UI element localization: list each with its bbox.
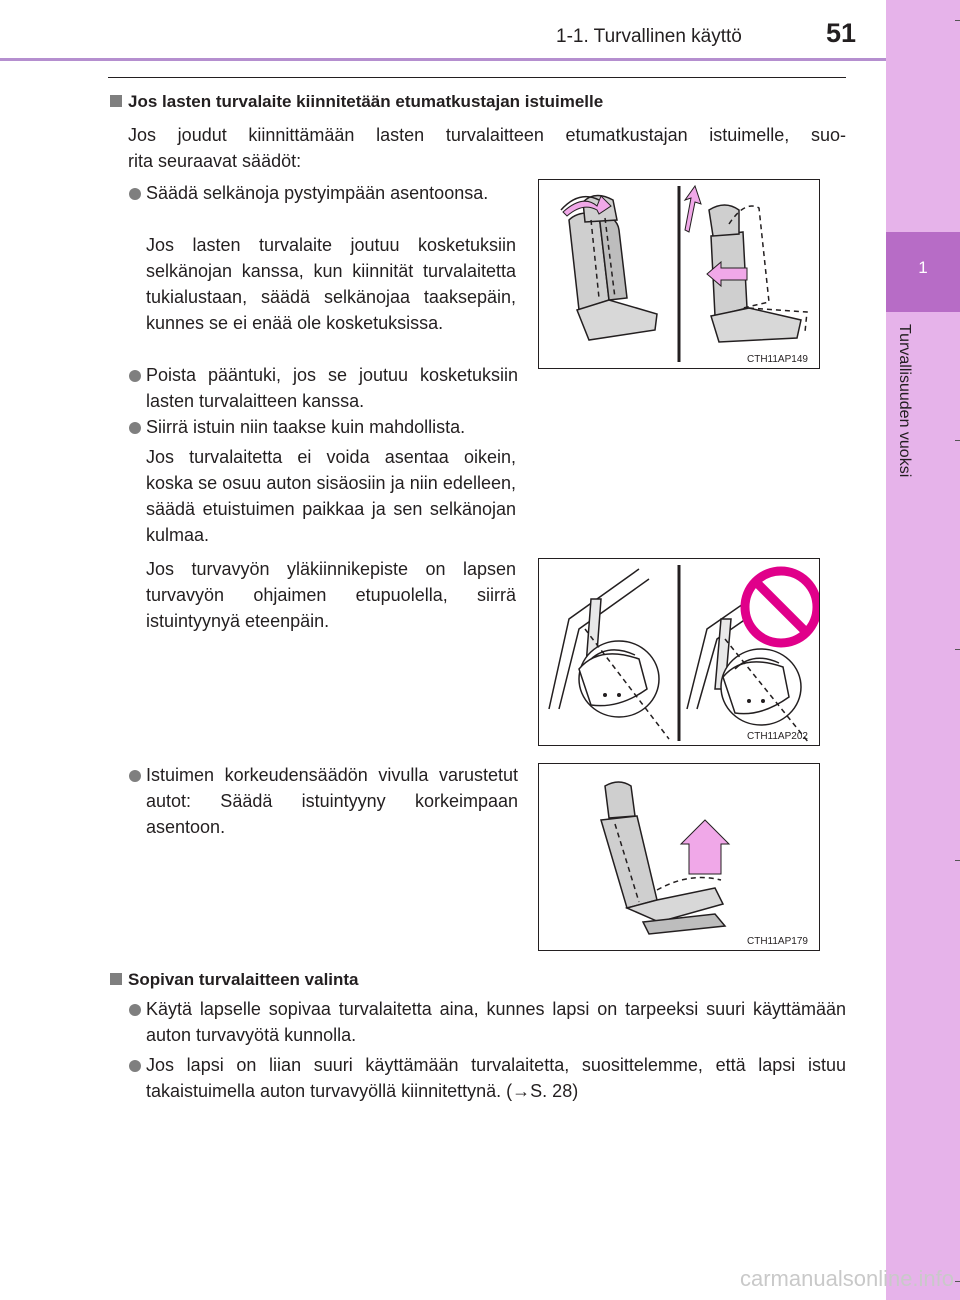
figure-code: CTH11AP179 xyxy=(747,936,808,947)
trim-mark xyxy=(955,20,960,21)
bullet-dot-icon xyxy=(129,188,141,200)
seat-height-illustration xyxy=(539,764,819,950)
bullet-rear-seat xyxy=(146,1052,846,1104)
section-heading-choosing-restraint xyxy=(110,970,850,990)
square-bullet-icon xyxy=(110,95,122,107)
figure-code: CTH11AP149 xyxy=(747,354,808,365)
bullet-seatback-upright xyxy=(146,180,518,206)
bullet-text: Käytä lapselle sopivaa turvalaitetta aina, kunnes lapsi on tarpeeksi suuri käyttämään auton turvavyötä kunnolla. xyxy=(146,999,846,1045)
intro-line-1: Jos joudut kiinnittämään lasten turvalaitteen etumatkustajan istuimelle, suo- xyxy=(128,125,846,145)
bullet-seatback-detail: Jos lasten turvalaite joutuu kosketuksiin selkänojan kanssa, kun kiinnität turvalaitetta tukialustaan, säädä selkänojaa taaksepäin, kunnes se ei enää ole kosketuksissa. xyxy=(146,235,516,333)
figure-code: CTH11AP202 xyxy=(747,731,808,742)
running-header-section: 1-1. Turvallinen käyttö xyxy=(556,26,742,47)
section-heading-child-seat-front xyxy=(110,92,850,112)
watermark: carmanualsonline.info xyxy=(740,1266,955,1291)
chapter-side-tab xyxy=(886,0,960,1300)
page-number: 51 xyxy=(826,18,857,48)
bullet-dot-icon xyxy=(129,370,141,382)
chapter-title: Turvallisuuden vuoksi xyxy=(896,324,913,478)
square-bullet-icon xyxy=(110,973,122,985)
move-seat-detail-2: Jos turvavyön yläkiinnikepiste on lapsen turvavyön ohjaimen etupuolella, siirrä istuintyynyä eteenpäin. xyxy=(146,559,516,631)
bullet-dot-icon xyxy=(129,422,141,434)
seat-illustration xyxy=(539,180,819,368)
trim-mark xyxy=(955,1281,960,1282)
trim-mark xyxy=(955,649,960,650)
intro-line-2: rita seuraavat säädöt: xyxy=(128,151,302,171)
belt-illustration xyxy=(539,559,819,745)
bullet-remove-headrest xyxy=(146,362,518,414)
bullet-text: Istuimen korkeudensäädön vivulla varustetut autot: Säädä istuintyyny korkeimpaan asentoon. xyxy=(146,765,518,837)
bullet-dot-icon xyxy=(129,1060,141,1072)
trim-mark xyxy=(955,440,960,441)
bullet-text: Säädä selkänoja pystyimpään asentoonsa. xyxy=(146,183,489,203)
bullet-dot-icon xyxy=(129,1004,141,1016)
move-seat-detail-1: Jos turvalaitetta ei voida asentaa oikein, koska se osuu auton sisäosiin ja niin edelleen, säädä etuistuimen paikkaa ja sen selkänojan kulmaa. xyxy=(146,447,516,545)
bullet-text: Siirrä istuin niin taakse kuin mahdollista. xyxy=(146,417,466,437)
bullet-move-seat-back xyxy=(146,414,518,440)
figure-belt-anchor xyxy=(538,558,820,746)
figure-seat-height xyxy=(538,763,820,951)
bullet-text: Poista pääntuki, jos se joutuu kosketuksiin lasten turvalaitteen kanssa. xyxy=(146,365,518,411)
header-rule-accent xyxy=(0,58,886,61)
bullet-dot-icon xyxy=(129,770,141,782)
bullet-text: Jos lapsi on liian suuri käyttämään turvalaitetta, suosittelemme, että lapsi istuu takaistuimella auton turvavyöllä kiinnitettynä. (→S. 28) xyxy=(146,1055,846,1101)
figure-seatback-adjust xyxy=(538,179,820,369)
bullet-use-restraint xyxy=(146,996,846,1048)
trim-mark xyxy=(955,860,960,861)
header-rule xyxy=(108,77,846,78)
section-heading-text: Jos lasten turvalaite kiinnitetään etumatkustajan istuimelle xyxy=(128,92,604,111)
bullet-seat-height xyxy=(146,762,518,840)
chapter-number: 1 xyxy=(918,258,928,277)
section-heading-text: Sopivan turvalaitteen valinta xyxy=(128,970,359,989)
